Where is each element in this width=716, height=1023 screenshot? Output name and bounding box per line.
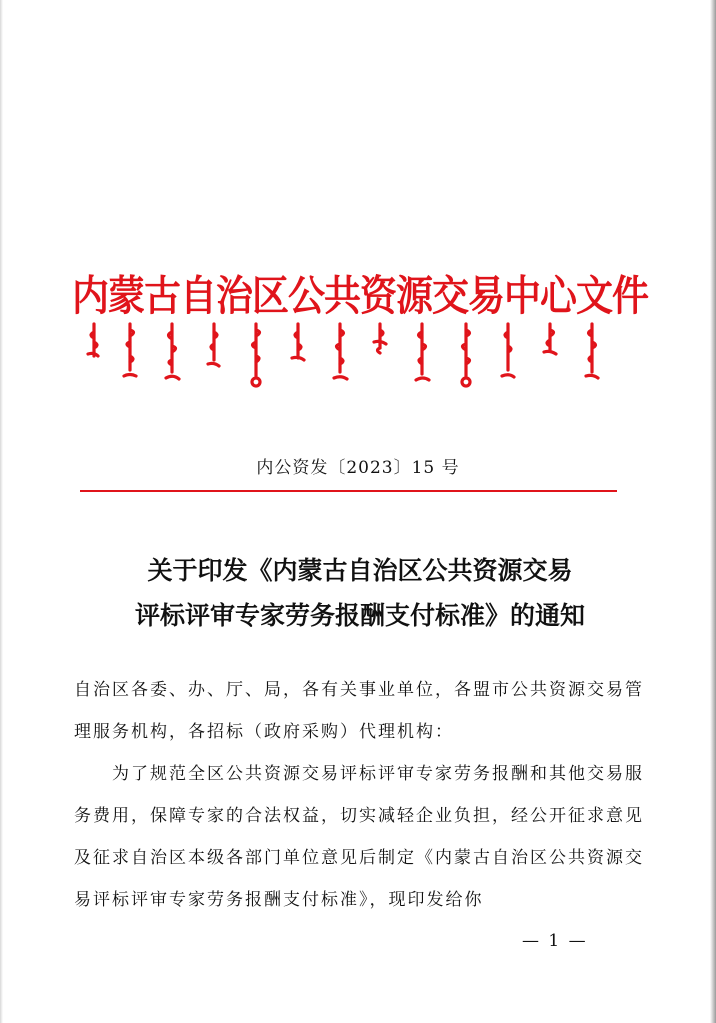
mongolian-script-icon bbox=[80, 320, 620, 392]
page-number: — 1 — bbox=[522, 931, 588, 951]
addressees-paragraph: 自治区各委、办、厅、局，各有关事业单位，各盟市公共资源交易管理服务机构，各招标（政府采购）代理机构： bbox=[74, 680, 644, 742]
issuing-authority-title: 内蒙古自治区公共资源交易中心文件 bbox=[72, 270, 648, 321]
document-body bbox=[74, 669, 644, 921]
notice-title-line2: 评标评审专家劳务报酬支付标准》的通知 bbox=[134, 601, 585, 630]
page-edge-left bbox=[0, 0, 3, 1023]
document-number: 内公资发〔2023〕15 号 bbox=[256, 458, 460, 478]
body-paragraph: 为了规范全区公共资源交易评标评审专家劳务报酬和其他交易服务费用，保障专家的合法权益，切实减轻企业负担，经公开征求意见及征求自治区本级各部门单位意见后制定《内蒙古自治区公共资源交易评标评审专家劳务报酬支付标准》，现印发给你 bbox=[74, 764, 644, 910]
red-divider-line bbox=[80, 490, 617, 492]
notice-title-line1: 关于印发《内蒙古自治区公共资源交易 bbox=[147, 556, 573, 585]
page-edge-right bbox=[710, 0, 716, 1023]
